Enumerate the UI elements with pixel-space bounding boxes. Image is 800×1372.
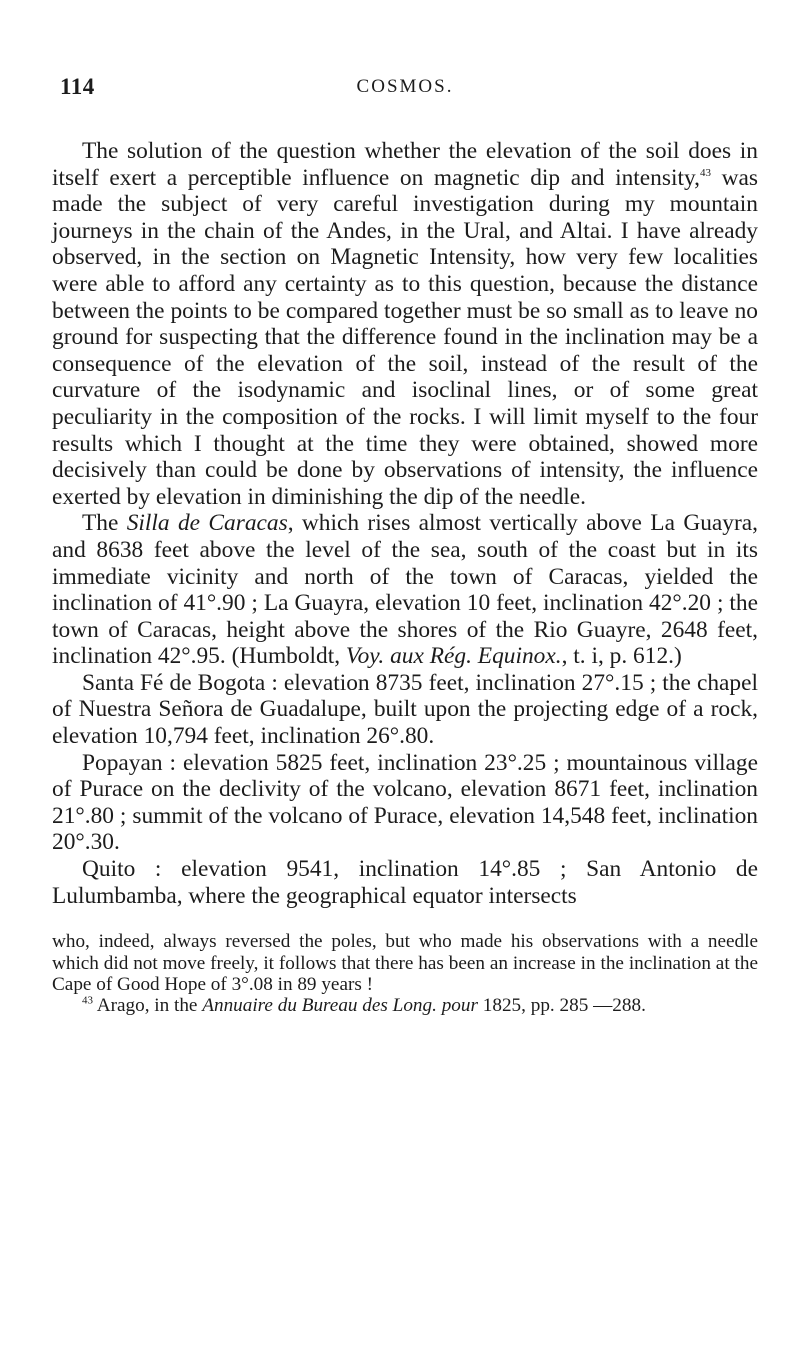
footnote-43 — [52, 995, 758, 1016]
paragraph-dip-question — [52, 138, 758, 510]
footnote-reference: 43 — [700, 166, 711, 179]
paragraph-text: , which rises almost vertically above La Guayra, and 8638 feet above the level of the sea, south of the coast but in its immediate vicinity and north of the town of Caracas, yielded the inclination of 41°.90 ; La Guayra, elevation 10 feet, inclination 42°.20 ; the town of Caracas, height above the shores of the Rio Guayre, 2648 feet, inclination 42°.95. (Humboldt, — [52, 510, 759, 670]
italic-citation: Annuaire du Bureau des Long. pour — [202, 995, 478, 1017]
book-page — [52, 74, 758, 1017]
paragraph-popayan: Popayan : elevation 5825 feet, inclination 23°.25 ; mountainous village of Purace on the declivity of the volcano, elevation 8671 feet, inclination 21°.80 ; summit of the volcano of Purace, elevation 14,548 feet, inclination 20°.30. — [52, 749, 758, 856]
paragraph-text: The — [82, 510, 127, 537]
footnote-continued: who, indeed, always reversed the poles, but who made his observations with a needle which did not move freely, it follows that there has been an increase in the inclination at the Cape of Good Hope of 3°.08 in 89 years ! — [52, 931, 758, 996]
footnote-text: 1825, pp. 285 —288. — [477, 995, 646, 1017]
page-number: 114 — [60, 74, 95, 99]
paragraph-text: , t. i, p. 612.) — [561, 643, 682, 670]
page-header — [52, 74, 758, 114]
paragraph-bogota: Santa Fé de Bogota : elevation 8735 feet, inclination 27°.15 ; the chapel of Nuestra Señora de Guadalupe, built upon the projecting edge of a rock, elevation 10,794 feet, inclination 26°.80. — [52, 669, 758, 750]
footnote-text: Arago, in the — [93, 995, 203, 1017]
paragraph-quito: Quito : elevation 9541, inclination 14°.85 ; San Antonio de Lulumbamba, where the geographical equator intersects — [52, 856, 758, 909]
paragraph-silla-de-caracas — [52, 510, 758, 670]
italic-citation: Voy. aux Rég. Equinox. — [345, 643, 562, 670]
footnote-number: 43 — [82, 995, 93, 1008]
footnotes — [52, 931, 758, 1017]
body-text — [52, 138, 758, 909]
italic-place-name: Silla de Caracas — [126, 510, 288, 537]
running-title: COSMOS. — [356, 76, 454, 97]
paragraph-text: The solution of the question whether the elevation of the soil does in itself exert a perceptible influence on magnetic dip and intensity, — [52, 138, 758, 191]
paragraph-text: was made the subject of very careful investigation during my mountain journeys in the chain of the Andes, in the Ural, and Altai. I have already observed, in the section on Magnetic Intensity, how very few localities were able to afford any certainty as to this question, because the distance between the points to be compared together must be so small as to leave no ground for suspecting that the difference found in the inclination may be a consequence of the elevation of the soil, instead of the result of the curvature of the isodynamic and isoclinal lines, or of some great peculiarity in the composition of the rocks. I will limit myself to the four results which I thought at the time they were obtained, showed more decisively than could be done by observations of intensity, the influence exerted by elevation in diminishing the dip of the needle. — [52, 164, 758, 510]
